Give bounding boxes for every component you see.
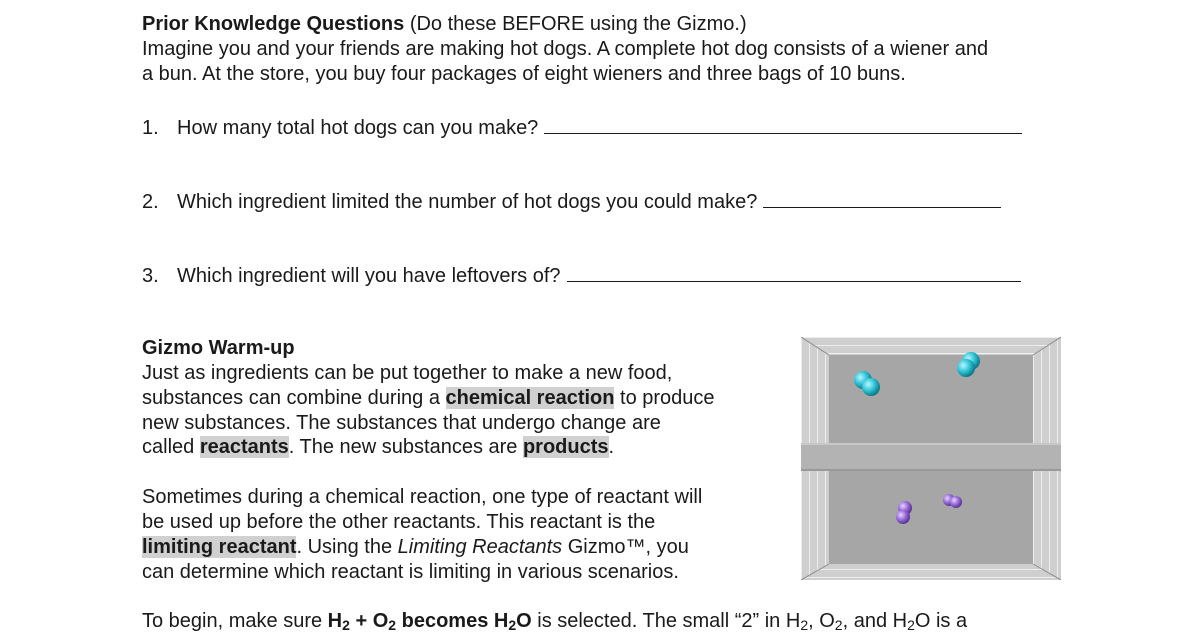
- warmup-p2-line4: can determine which reactant is limiting in various scenarios.: [142, 561, 679, 583]
- question-number: 1.: [142, 117, 159, 139]
- prior-heading-line: [142, 12, 747, 37]
- warmup-heading: Gizmo Warm-up: [142, 337, 295, 359]
- reaction-chamber-image: [801, 337, 1061, 580]
- reaction-chamber-svg: [801, 337, 1061, 580]
- answer-blank-1[interactable]: [544, 113, 1022, 134]
- question-1: [142, 113, 1022, 141]
- question-text: How many total hot dogs can you make?: [177, 117, 539, 139]
- warmup-p1-line3: new substances. The substances that undergo change are: [142, 412, 661, 434]
- prior-heading-note: (Do these BEFORE using the Gizmo.): [404, 13, 747, 35]
- question-text: Which ingredient limited the number of hot dogs you could make?: [177, 191, 758, 213]
- prior-heading: Prior Knowledge Questions: [142, 13, 405, 35]
- term-limiting-reactant: limiting reactant: [142, 536, 297, 558]
- warmup-p2-line1: Sometimes during a chemical reaction, one type of reactant will: [142, 486, 703, 508]
- question-number: 3.: [142, 265, 159, 287]
- gizmo-name: Limiting Reactants: [397, 536, 563, 558]
- term-products: products: [522, 436, 609, 458]
- warmup-p2-line2: be used up before the other reactants. This reactant is the: [142, 511, 656, 533]
- warmup-p2-line3: limiting reactant. Using the Limiting Reactants Gizmo™, you: [142, 536, 689, 558]
- warmup-p1-line1: Just as ingredients can be put together to make a new food,: [142, 362, 673, 384]
- answer-blank-3[interactable]: [567, 261, 1021, 282]
- prior-intro-line1: Imagine you and your friends are making hot dogs. A complete hot dog consists of a wiener and: [142, 38, 989, 60]
- question-number: 2.: [142, 191, 159, 213]
- question-text: Which ingredient will you have leftovers of?: [177, 265, 561, 287]
- reaction-equation: $H_2 + O_2$ becomes $H_2O$: [327, 610, 532, 633]
- prior-intro-line2: a bun. At the store, you buy four packages of eight wieners and three bags of 10 buns.: [142, 63, 906, 85]
- question-2: [142, 187, 1001, 215]
- term-chemical-reaction: chemical reaction: [445, 387, 615, 409]
- warmup-p1-line4: called reactants. The new substances are products.: [142, 436, 615, 458]
- chamber-divider: [801, 443, 1061, 471]
- warmup-p1-line2: substances can combine during a chemical reaction to produce: [142, 387, 715, 409]
- warmup-p3-line1: To begin, make sure $H_2 + O_2$ becomes $H_2O$ is selected. The small “2” in $H_2$, $O_2$, and $H_2O$ is a: [142, 610, 968, 633]
- answer-blank-2[interactable]: [763, 187, 1001, 208]
- chamber-bottom-wall: [801, 564, 1061, 580]
- term-reactants: reactants: [199, 436, 289, 458]
- chamber-top-wall: [801, 337, 1061, 355]
- question-3: [142, 261, 1021, 289]
